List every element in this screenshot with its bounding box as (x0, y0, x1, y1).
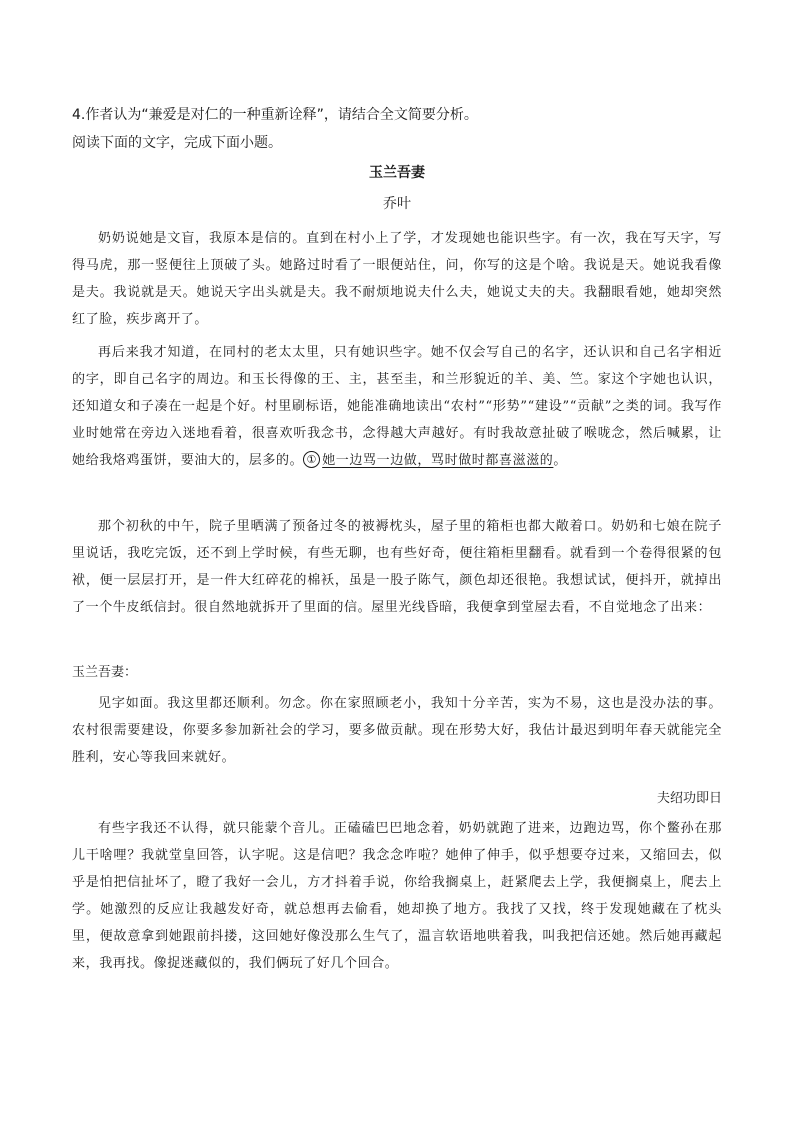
question-4: 4.作者认为“兼爱是对仁的一种重新诠释”，请结合全文简要分析。 (72, 107, 478, 123)
paragraph-1: 奶奶说她是文盲，我原本是信的。直到在村小上了学，才发现她也能识些字。有一次，我在写天字，写得马虎，那一竖便往上顶破了头。她路过时看了一眼便站住，问，你写的这是个啥。我说是天。她说我看像是夫。我说就是天。她说天字出头就是夫。我不耐烦地说夫什么夫，她说丈夫的夫。我翻眼看她，她却突然红了脸，疾步离开了。 (72, 231, 722, 327)
paragraph-2-text: 再后来我才知道，在同村的老太太里，只有她识些字。她不仅会写自己的名字，还认识和自己名字相近的字，即自己名字的周边。和玉长得像的王、主，甚至圭，和兰形貌近的羊、美、竺。家这个字她也认识，还知道女和子凑在一起是个好。村里刷标语，她能准确地读出“农村”“形势”“建设”“贡献”之类的词。我写作业时她常在旁边入迷地看着，很喜欢听我念书，念得越大声越好。有时我故意扯破了喉咙念，然后喊累，让她给我烙鸡蛋饼，要油大的，层多的。 (72, 345, 722, 468)
marker-1: ① (303, 451, 320, 468)
paragraph-2-end: 。 (553, 453, 568, 468)
paragraph-2 (72, 339, 722, 474)
letter-signature: 夫绍功即日 (656, 791, 722, 806)
reading-instruction: 阅读下面的文字，完成下面小题。 (72, 135, 282, 151)
underlined-sentence-1: 她一边骂一边做，骂时做时都喜滋滋的 (322, 453, 554, 468)
article-title: 玉兰吾妻 (369, 165, 425, 181)
article-author: 乔叶 (383, 196, 411, 212)
letter-body: 见字如面。我这里都还顺利。勿念。你在家照顾老小，我知十分辛苦，实为不易，这也是没办法的事。农村很需要建设，你要多参加新社会的学习，要多做贡献。现在形势大好，我估计最迟到明年春天就能完全胜利，安心等我回来就好。 (72, 696, 722, 765)
paragraph-5: 有些字我还不认得，就只能蒙个音儿。正磕磕巴巴地念着，奶奶就跑了进来，边跑边骂，你个鳖孙在那儿干啥哩？我就堂皇回答，认字呢。这是信吧？我念念咋啦？她伸了伸手，似乎想要夺过来，又缩回去，似乎是怕把信扯坏了，瞪了我好一会儿，方才抖着手说，你给我搁桌上，赶紧爬去上学，我便搁桌上，爬去上学。她激烈的反应让我越发好奇，就总想再去偷看，她却换了地方。我找了又找，终于发现她藏在了枕头里，便故意拿到她跟前抖搂，这回她好像没那么生气了，温言软语地哄着我，叫我把信还她。然后她再藏起来，我再找。像捉迷藏似的，我们俩玩了好几个回合。 (72, 821, 722, 971)
paragraph-3: 那个初秋的中午，院子里晒满了预备过冬的被褥枕头，屋子里的箱柜也都大敞着口。奶奶和七娘在院子里说话，我吃完饭，还不到上学时候，有些无聊，也有些好奇，便往箱柜里翻看。就看到一个卷得很紧的包袱，便一层层打开，是一件大红碎花的棉袄，虽是一股子陈气，颜色却还很艳。我想试试，便抖开，就掉出了一个牛皮纸信封。很自然地就拆开了里面的信。屋里光线昏暗，我便拿到堂屋去看，不自觉地念了出来： (72, 519, 722, 615)
letter-salutation: 玉兰吾妻： (72, 665, 138, 680)
